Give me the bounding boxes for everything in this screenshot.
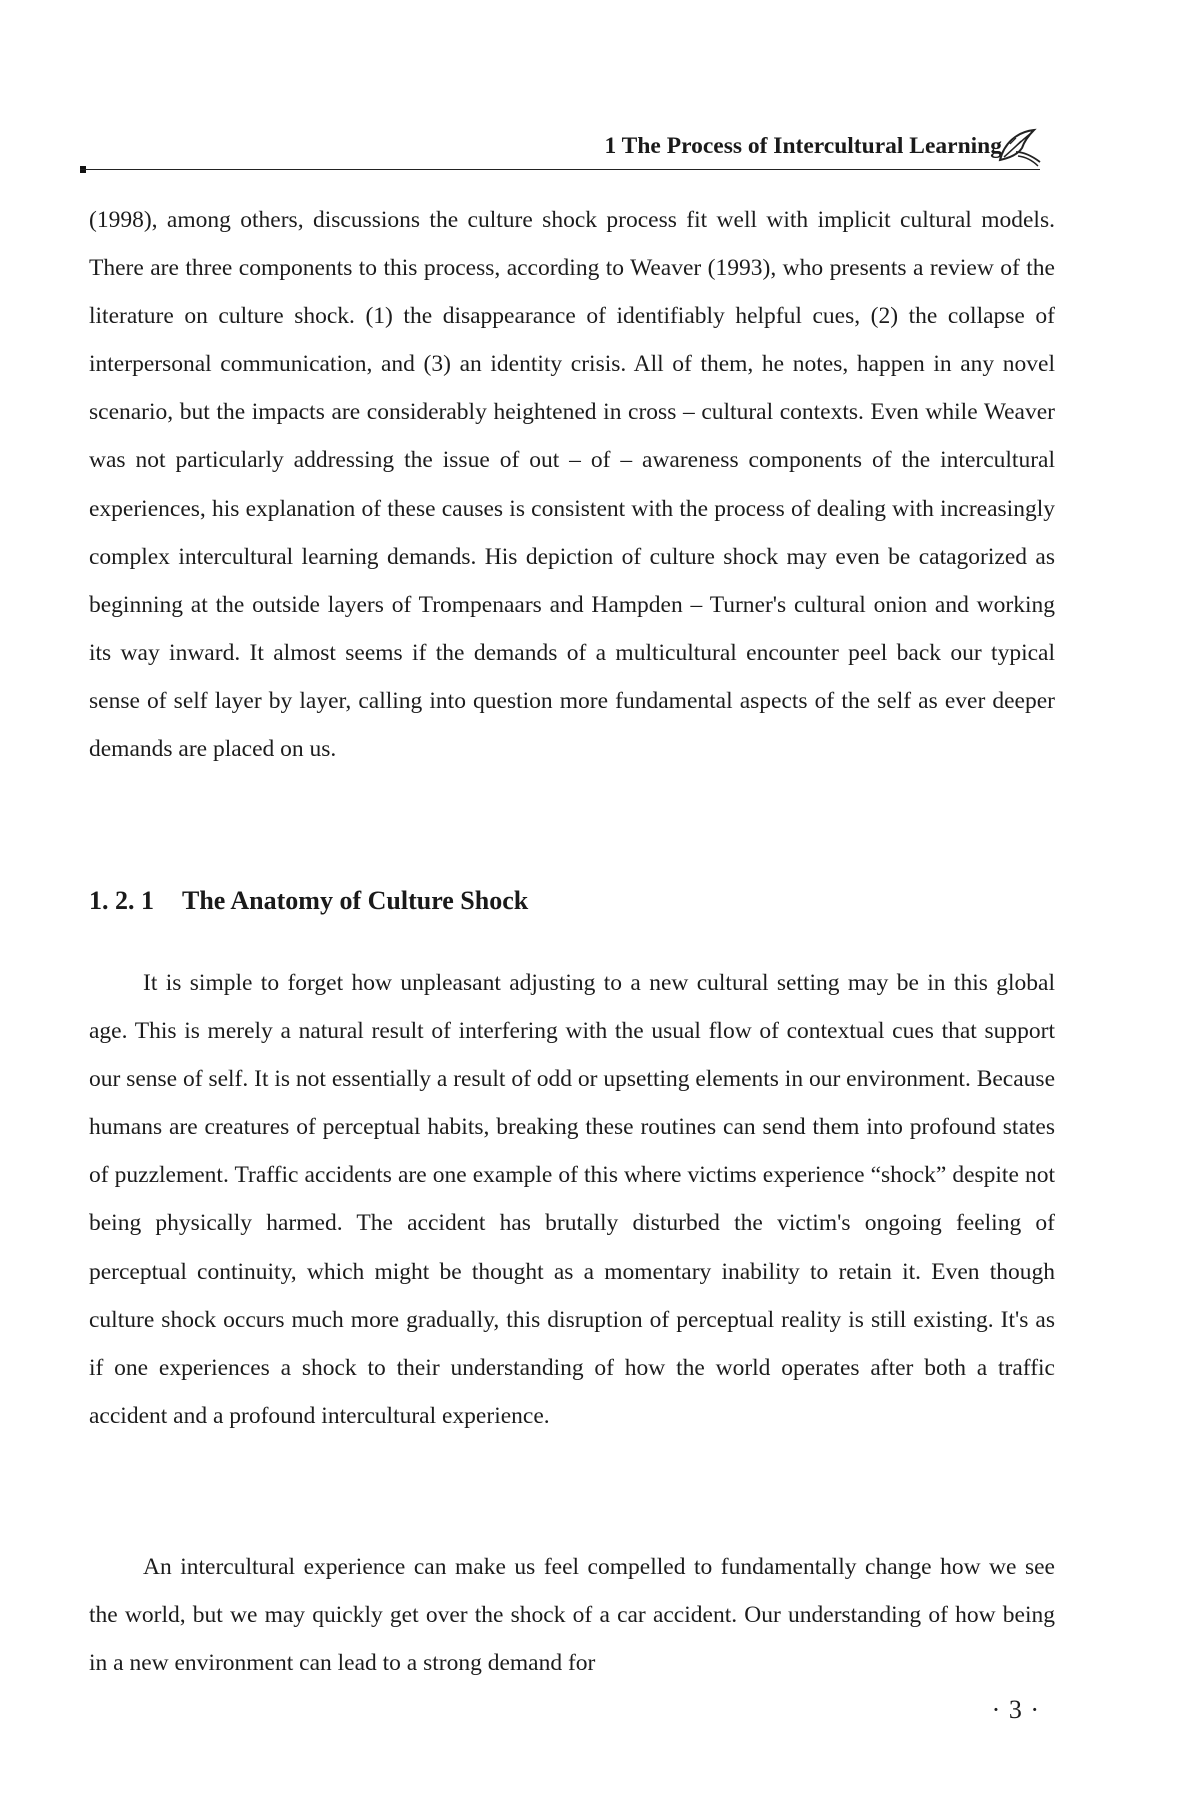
- paragraph-2: [89, 959, 1055, 1440]
- running-title: 1 The Process of Intercultural Learning: [604, 133, 1002, 159]
- paragraph-3: [89, 1543, 1055, 1687]
- running-header: [80, 128, 1070, 172]
- header-rule: [80, 169, 1040, 170]
- leaf-quill-logo-icon: [994, 122, 1044, 172]
- paragraph-3-text: An intercultural experience can make us feel compelled to fundamentally change how we see the world, but we may quickly get over the shock of a car accident. Our understanding of how being in a new environment can lead to a strong demand for: [89, 1554, 1055, 1677]
- paragraph-2-text: It is simple to forget how unpleasant adjusting to a new cultural setting may be in this global age. This is merely a natural result of interfering with the usual flow of contextual cues that support our sense of self. It is not essentially a result of odd or upsetting elements in our environment. Because humans are creatures of perceptual habits, breaking these routines can send them into profound states of puzzlement. Traffic accidents are one example of this where victims experience “shock” despite not being physically harmed. The accident has brutally disturbed the victim's ongoing feeling of perceptual continuity, which might be thought as a momentary inability to retain it. Even though culture shock occurs much more gradually, this disruption of perceptual reality is still existing. It's as if one experiences a shock to their understanding of how the world operates after both a traffic accident and a profound intercultural experience.: [89, 970, 1055, 1429]
- page-number: · 3 ·: [991, 1695, 1040, 1724]
- section-number: 1. 2. 1: [89, 886, 154, 915]
- paragraph-1: [89, 196, 1055, 773]
- paragraph-1-text: (1998), among others, discussions the culture shock process fit well with implicit cultural models. There are three components to this process, according to Weaver (1993), who presents a review of the literature on culture shock. (1) the disappearance of identifiably helpful cues, (2) the collapse of interpersonal communication, and (3) an identity crisis. All of them, he notes, happen in any novel scenario, but the impacts are considerably heightened in cross – cultural contexts. Even while Weaver was not particularly addressing the issue of out – of – awareness components of the intercultural experiences, his explanation of these causes is consistent with the process of dealing with increasingly complex intercultural learning demands. His depiction of culture shock may even be catagorized as beginning at the outside layers of Trompenaars and Hampden – Turner's cultural onion and working its way inward. It almost seems if the demands of a multicultural encounter peel back our typical sense of self layer by layer, calling into question more fundamental aspects of the self as ever deeper demands are placed on us.: [89, 207, 1055, 763]
- section-heading: [89, 886, 528, 916]
- section-title: The Anatomy of Culture Shock: [182, 886, 529, 915]
